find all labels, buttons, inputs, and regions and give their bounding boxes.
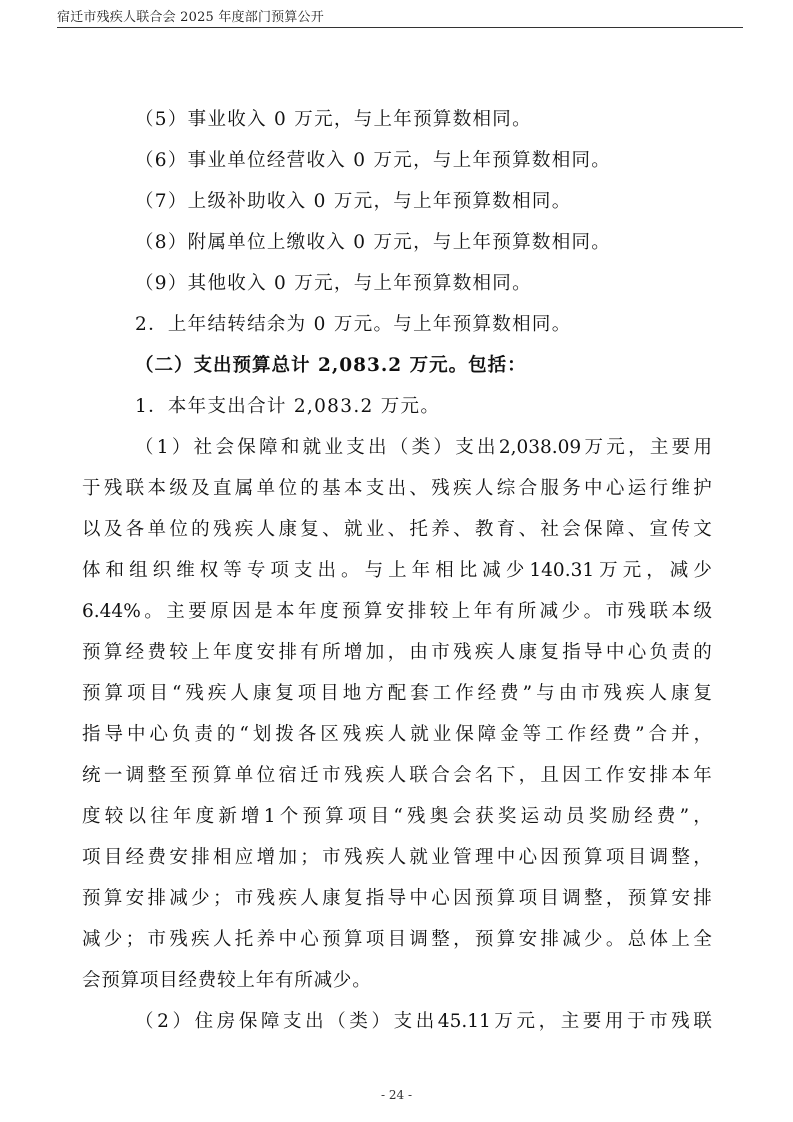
paragraph-line: 会预算项目经费较上年有所减少。 bbox=[82, 970, 372, 991]
document-header: 宿迁市残疾人联合会 2025 年度部门预算公开 bbox=[57, 10, 324, 25]
paragraph-line: 预 算 经 费 较 上 年 度 安 排 有 所 增 加 ， 由 市 残 疾 人 康 复 指 导 中 心 负 责 的 bbox=[82, 642, 712, 663]
paragraph-line: 指 导 中 心 负 责 的 “ 划 拨 各 区 残 疾 人 就 业 保 障 金 等 工 作 经 费 ” 合 并 ， bbox=[82, 724, 712, 745]
paragraph-line: 预 算 项 目 “ 残 疾 人 康 复 项 目 地 方 配 套 工 作 经 费 ” 与 由 市 残 疾 人 康 复 bbox=[82, 683, 712, 704]
paragraph-line: 以 及 各 单 位 的 残 疾 人 康 复 、 就 业 、 托 养 、 教 育 、 社 会 保 障 、 宣 传 文 bbox=[82, 519, 712, 540]
paragraph-line: 项 目 经 费 安 排 相 应 增 加 ； 市 残 疾 人 就 业 管 理 中 心 因 预 算 项 目 调 整 ， bbox=[82, 847, 712, 868]
paragraph-line: 度 较 以 往 年 度 新 增 1 个 预 算 项 目 “ 残 奥 会 获 奖 运 动 员 奖 励 经 费 ” ， bbox=[82, 806, 712, 827]
paragraph-line: 6.44% 。 主 要 原 因 是 本 年 度 预 算 安 排 较 上 年 有 所 减 少 。 市 残 联 本 级 bbox=[82, 601, 712, 622]
paragraph-line: 体 和 组 织 维 权 等 专 项 支 出 。 与 上 年 相 比 减 少 140.31 万 元 ， 减 少 bbox=[82, 560, 712, 581]
paragraph-line: 2．上年结转结余为 0 万元。与上年预算数相同。 bbox=[135, 314, 572, 335]
paragraph-line: 减 少 ； 市 残 疾 人 托 养 中 心 预 算 项 目 调 整 ， 预 算 安 排 减 少 。 总 体 上 全 bbox=[82, 929, 712, 950]
paragraph-line: （5）事业收入 0 万元，与上年预算数相同。 bbox=[135, 109, 532, 130]
paragraph-line: （ 2 ） 住 房 保 障 支 出 （ 类 ） 支 出 45.11 万 元 ， 主 要 用 于 市 残 联 bbox=[135, 1011, 712, 1032]
header-divider bbox=[57, 27, 743, 28]
paragraph-line: 于 残 联 本 级 及 直 属 单 位 的 基 本 支 出 、 残 疾 人 综 合 服 务 中 心 运 行 维 护 bbox=[82, 478, 712, 499]
section-heading: （二）支出预算总计 2,083.2 万元。包括： bbox=[135, 355, 527, 376]
paragraph-line: （ 1 ） 社 会 保 障 和 就 业 支 出 （ 类 ） 支 出 2,038.09 万 元 ， 主 要 用 bbox=[135, 437, 712, 458]
paragraph-line: （6）事业单位经营收入 0 万元，与上年预算数相同。 bbox=[135, 150, 612, 171]
page-number: - 24 - bbox=[380, 1088, 412, 1102]
paragraph-line: 1．本年支出合计 2,083.2 万元。 bbox=[135, 396, 441, 417]
paragraph-line: （8）附属单位上缴收入 0 万元，与上年预算数相同。 bbox=[135, 232, 612, 253]
paragraph-line: 统 一 调 整 至 预 算 单 位 宿 迁 市 残 疾 人 联 合 会 名 下 ， 且 因 工 作 安 排 本 年 bbox=[82, 765, 712, 786]
paragraph-line: （9）其他收入 0 万元，与上年预算数相同。 bbox=[135, 273, 532, 294]
paragraph-line: 预 算 安 排 减 少 ； 市 残 疾 人 康 复 指 导 中 心 因 预 算 项 目 调 整 ， 预 算 安 排 bbox=[82, 888, 712, 909]
paragraph-line: （7）上级补助收入 0 万元，与上年预算数相同。 bbox=[135, 191, 572, 212]
